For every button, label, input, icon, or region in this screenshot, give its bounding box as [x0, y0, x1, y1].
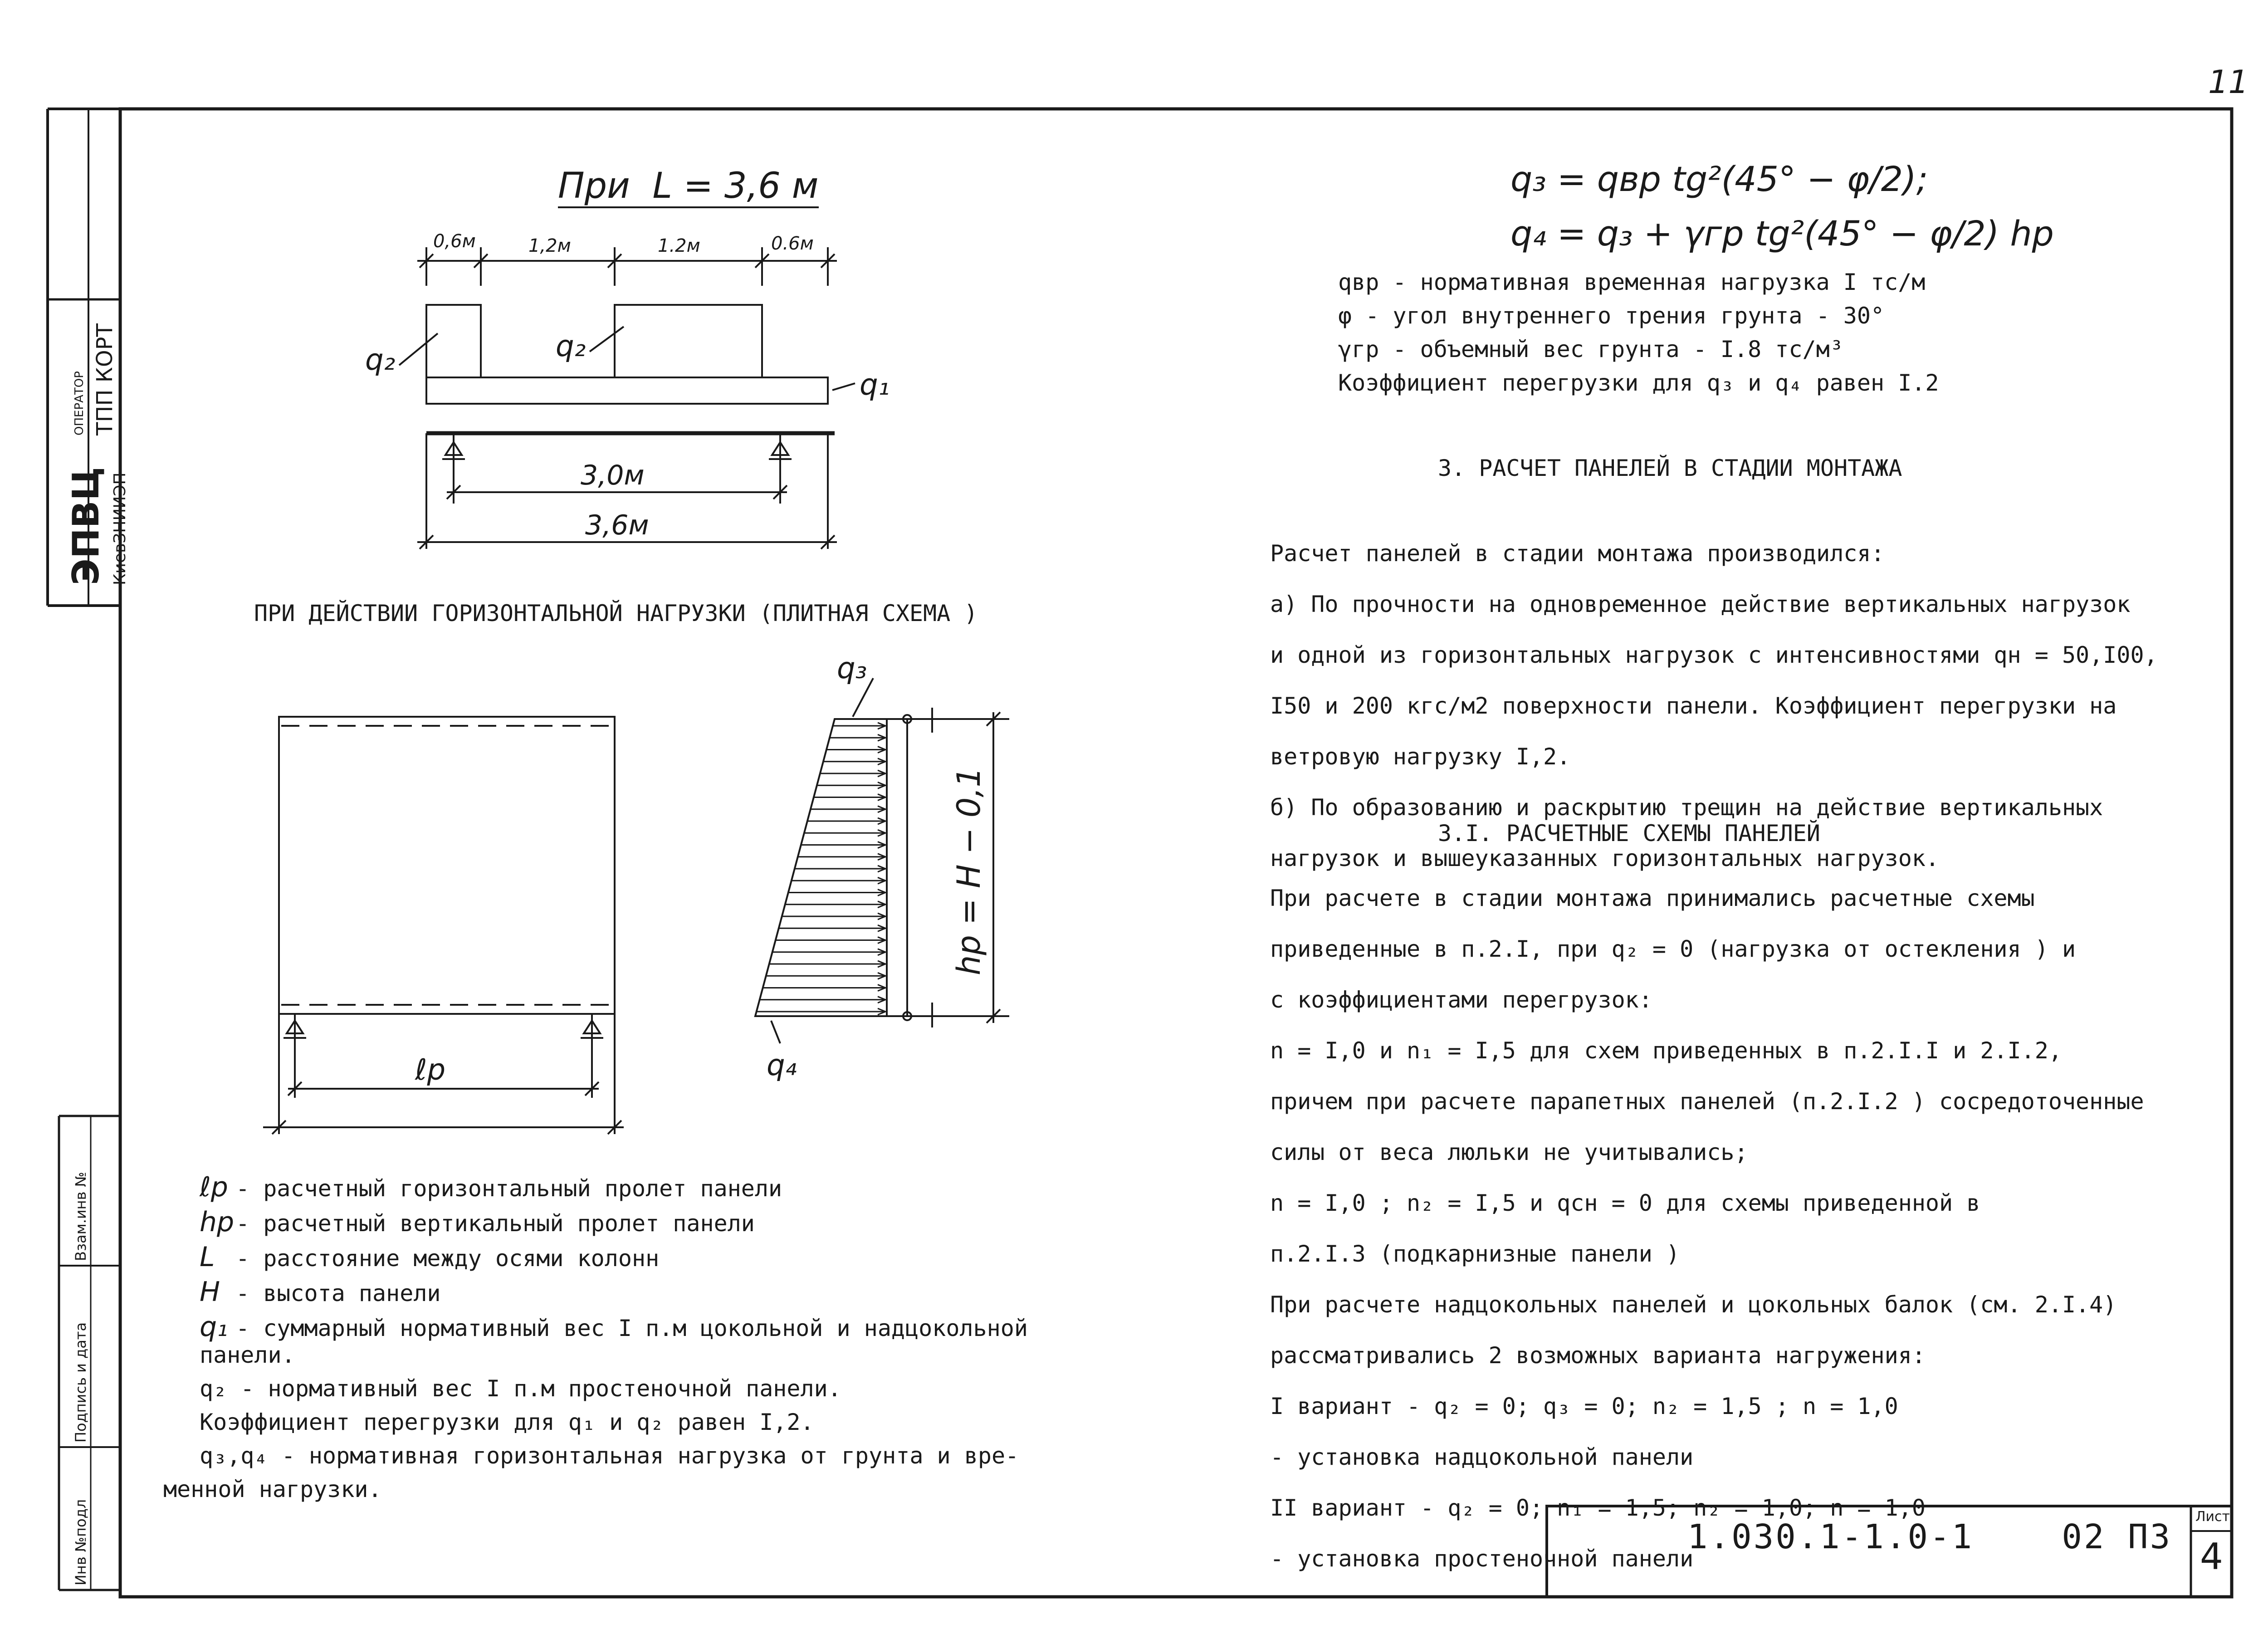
label-q4: q₄	[767, 1049, 797, 1082]
legend-item: H - высота панели	[200, 1276, 441, 1308]
dim-1-2-right: 1.2м	[658, 235, 700, 256]
stamp-field-inv: Инв №подл	[72, 1499, 89, 1585]
section-3-heading: 3. РАСЧЕТ ПАНЕЛЕЙ В СТАДИИ МОНТАЖА	[1438, 455, 1902, 481]
def-line: qвр - нормативная временная нагрузка I тс/м	[1338, 269, 1926, 295]
legend-item: q₁ - суммарный нормативный вес I п.м цокольной и надцокольной	[200, 1311, 1028, 1343]
def-line: γгр - объемный вес грунта - I.8 тс/м³	[1338, 336, 1843, 362]
stamp-org-sub: КиевЗНИИЭП	[111, 472, 129, 585]
stamp-field-replace: Взам.инв №	[72, 1172, 89, 1261]
label-q1: q₁	[860, 368, 890, 402]
legend-line: панели.	[200, 1342, 295, 1368]
legend-line: Коэффициент перегрузки для q₁ и q₂ равен I,2.	[200, 1409, 814, 1435]
drawing-code: 1.030.1-1.0-1 02 ПЗ	[1687, 1517, 2172, 1556]
sheet-label: Лист	[2195, 1509, 2230, 1525]
stamp-org: ЭПВЦ	[65, 467, 107, 585]
fig1-title: При L = 3,6 м	[558, 166, 819, 208]
stamp-field-sign: Подпись и дата	[72, 1322, 89, 1443]
legend-item: L - расстояние между осями колонн	[200, 1241, 660, 1273]
stamp-operator-label: ОПЕРАТОР	[73, 371, 86, 435]
formula-q3: q₃ = qвр tg²(45° − φ/2);	[1510, 159, 1928, 199]
section-3-text: Расчет панелей в стадии монтажа производился: а) По прочности на одновременное действие вертикальных нагрузок и одной из горизонтальных нагрузок с интенсивностями qн = 50,I00, I50 и 200 кгс/м2 поверхности панели. Коэффициент перегрузки на ветровую нагрузку I,2. б) По образованию и раскрытию трещин на действие вертикальных нагрузок и вышеуказанных горизонтальных нагрузок.	[1270, 540, 2158, 871]
legend-more	[163, 1338, 1019, 1506]
definitions	[1338, 265, 1939, 400]
section-3-1-heading: 3.I. РАСЧЕТНЫЕ СХЕМЫ ПАНЕЛЕЙ	[1438, 820, 1820, 846]
legend-item: ℓр - расчетный горизонтальный пролет панели	[200, 1171, 782, 1203]
label-q2-left: q₂	[365, 343, 396, 377]
formula-q4: q₄ = q₃ + γгр tg²(45° − φ/2) hр	[1510, 213, 2054, 254]
legend-line: менной нагрузки.	[163, 1476, 382, 1502]
span-inner: 3,0м	[581, 460, 645, 491]
def-line: Коэффициент перегрузки для q₃ и q₄ равен I.2	[1338, 370, 1939, 396]
label-lp: ℓp	[415, 1053, 446, 1087]
legend	[200, 1170, 1028, 1345]
sheet-number: 4	[2200, 1536, 2223, 1578]
stamp-operator: ТПП КОРТ	[92, 323, 117, 435]
legend-line: q₂ - нормативный вес I п.м простеночной панели.	[200, 1375, 841, 1402]
legend-line: q₃,q₄ - нормативная горизонтальная нагрузка от грунта и вре-	[200, 1443, 1019, 1469]
label-q3: q₃	[837, 652, 867, 685]
span-outer: 3,6м	[585, 509, 649, 541]
def-line: φ - угол внутреннего трения грунта - 30°	[1338, 303, 1885, 329]
label-q2-center: q₂	[556, 330, 586, 363]
fig2-heading: ПРИ ДЕЙСТВИИ ГОРИЗОНТАЛЬНОЙ НАГРУЗКИ (ПЛИТНАЯ СХЕМА )	[254, 600, 978, 626]
legend-item: hр- расчетный вертикальный пролет панели	[200, 1206, 755, 1238]
dim-0-6-right: 0.6м	[771, 233, 814, 254]
section-3-1-text: При расчете в стадии монтажа принимались расчетные схемы приведенные в п.2.I, при q₂ = 0 (нагрузка от остекления ) и с коэффициентами перегрузок: n = I,0 и n₁ = I,5 для схем приведенных в п.2.I.I и 2.I.2, причем при расчете парапетных панелей (п.2.I.2 ) сосредоточенные силы от веса люльки не учитывались; n = I,0 ; n₂ = I,5 и qсн = 0 для схемы приведенной в п.2.I.3 (подкарнизные панели ) При расчете надцокольных панелей и цокольных балок (см. 2.I.4) рассматривались 2 возможных варианта нагружения: I вариант - q₂ = 0; q₃ = 0; n₂ = 1,5 ; n = 1,0 - установка надцокольной панели II вариант - q₂ = 0; n₁ = 1,5; n₂ = 1,0; n = 1,0 - установка простеночной панели	[1270, 885, 2144, 1572]
page-number: 11	[2208, 64, 2249, 101]
dim-0-6-left: 0,6м	[433, 231, 476, 252]
label-hp: hp = H − 0,1	[950, 767, 987, 975]
dim-1-2-left: 1,2м	[528, 235, 571, 256]
